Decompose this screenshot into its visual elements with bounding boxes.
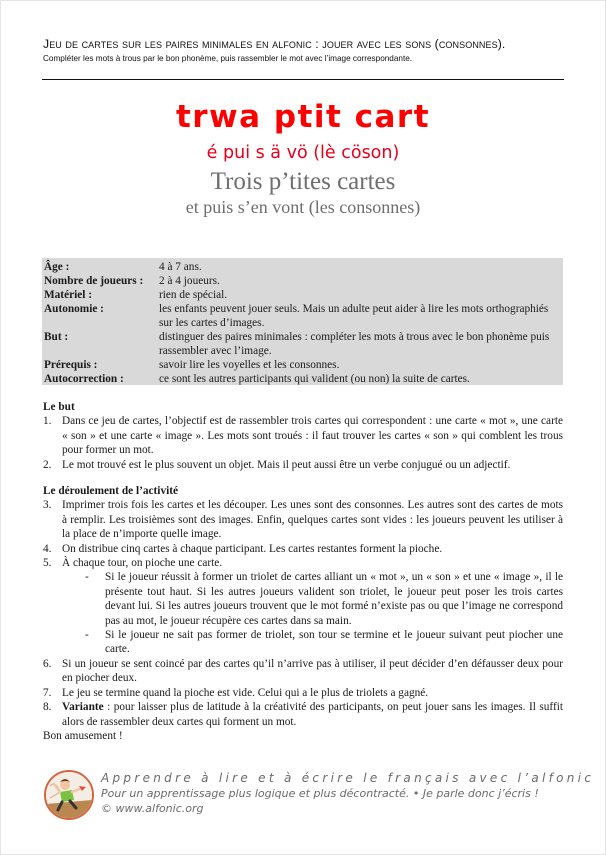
item-text: À chaque tour, on pioche une carte. [62,557,223,570]
info-label: Nombre de joueurs : [44,275,144,287]
list-item [43,556,563,570]
variant-label: Variante [62,701,104,714]
info-value: 2 à 4 joueurs. [159,275,220,287]
french-title: Trois p’tites cartes [210,168,396,195]
bullet-text: Si le joueur ne sait pas former de triolet, son tour se termine et le joueur suivant peut piocher une carte. [105,629,563,656]
list-item [43,686,563,700]
item-number: 8. [43,701,52,714]
header-divider [42,79,564,80]
list-item [43,498,563,541]
bullet-text: Si le joueur réussit à former un triolet de cartes alliant un « mot », un « son » et une « image », il le présente tout haut. Si les autres joueurs valident son triolet, le joueur peut poser les trois cartes devant lui. Si les autres joueurs trouvent que le mot formé n’existe pas ou que l’image ne correspond pas au mot, le joueur récupère ces cartes dans sa main. [105,571,563,627]
alfonic-child-logo-icon [44,770,94,820]
info-value: 4 à 7 ans. [159,261,202,273]
item-text: Le mot trouvé est le plus souvent un objet. Mais il peut aussi être un verbe conjugué ou un adjectif. [62,458,511,471]
item-number: 7. [43,686,52,699]
list-item [43,414,563,457]
document-header [43,37,563,63]
alfonic-title: trwa ptit cart [175,99,431,135]
info-label: Autocorrection : [44,373,124,385]
info-label: Autonomie : [44,303,104,315]
closing-text: Bon amusement ! [43,729,123,742]
item-number: 4. [43,542,52,555]
title-block [0,98,606,218]
info-value: rien de spécial. [159,289,228,301]
section-goal [43,400,563,472]
item-number: 6. [43,657,52,670]
item-number: 2. [43,458,52,471]
sub-bullet [43,570,563,628]
item-text: Le jeu se termine quand la pioche est vide. Celui qui a le plus de triolets a gagné. [62,686,429,699]
section-steps [43,484,563,743]
item-number: 5. [43,557,52,570]
alfonic-subtitle: é pui s ä vö (lè cöson) [206,143,400,163]
header-subtitle: Compléter les mots à trous par le bon phonème, puis rassembler le mot avec l’image correspondante. [43,54,413,63]
item-text: On distribue cinq cartes à chaque participant. Les cartes restantes forment la pioche. [62,542,443,555]
item-text: Imprimer trois fois les cartes et les découper. Les unes sont des consonnes. Les autres sont des cartes de mots à remplir. Les troisièmes sont des images. Enfin, quelques cartes sont vides : les joueurs peuvent les utiliser à la place de n’importe quelle image. [62,499,563,541]
bullet-dash: - [85,629,89,642]
info-value: les enfants peuvent jouer seuls. Mais un adulte peut aider à lire les mots orthographiés sur les cartes d’images. [159,303,549,329]
item-number: 1. [43,415,52,428]
bullet-dash: - [85,571,89,584]
footer-copyright-link[interactable]: © www.alfonic.org [101,802,204,815]
item-text: : pour laisser plus de latitude à la créativité des participants, on peut jouer sans les images. Il suffit alors de rassembler deux cartes qui forment un mot. [62,701,563,728]
french-subtitle: et puis s’en vont (les consonnes) [185,197,421,217]
item-text: Dans ce jeu de cartes, l’objectif est de rassembler trois cartes qui correspondent : une carte « mot », une carte « son » et une carte « image ». Les mots sont troués : il faut trouver les cartes « son » qui comblent les trous pour former un mot. [62,415,563,457]
info-label: Âge : [44,261,70,273]
info-box [42,258,563,385]
footer [44,770,595,826]
section-heading: Le déroulement de l’activité [43,485,179,497]
info-label: But : [44,331,69,343]
item-number: 3. [43,499,52,512]
header-title: Jeu de cartes sur les paires minimales en alfonic : jouer avec les sons (consonnes). [43,37,506,51]
footer-motto: Pour un apprentissage plus logique et plus décontracté. • Je parle donc j’écris ! [101,787,539,800]
info-label: Matériel : [44,289,92,301]
info-value: savoir lire les voyelles et les consonnes. [159,359,340,371]
section-heading: Le but [43,401,75,413]
list-item [43,542,563,556]
list-item-variant [43,700,563,729]
list-item [43,657,563,686]
info-value: distinguer des paires minimales : compléter les mots à trous avec le bon phonème puis rassembler avec l’image. [159,331,550,357]
info-label: Prérequis : [44,359,98,371]
list-item [43,458,563,472]
sub-bullet [43,628,563,657]
footer-tagline: Apprendre à lire et à écrire le français avec l’alfonic [101,771,595,785]
info-value: ce sont les autres participants qui valident (ou non) la suite de cartes. [159,373,470,385]
item-text: Si un joueur se sent coincé par des cartes qu’il n’arrive pas à utiliser, il peut décider d’en défausser deux pour en piocher deux. [62,657,563,685]
footer-text [101,770,594,816]
